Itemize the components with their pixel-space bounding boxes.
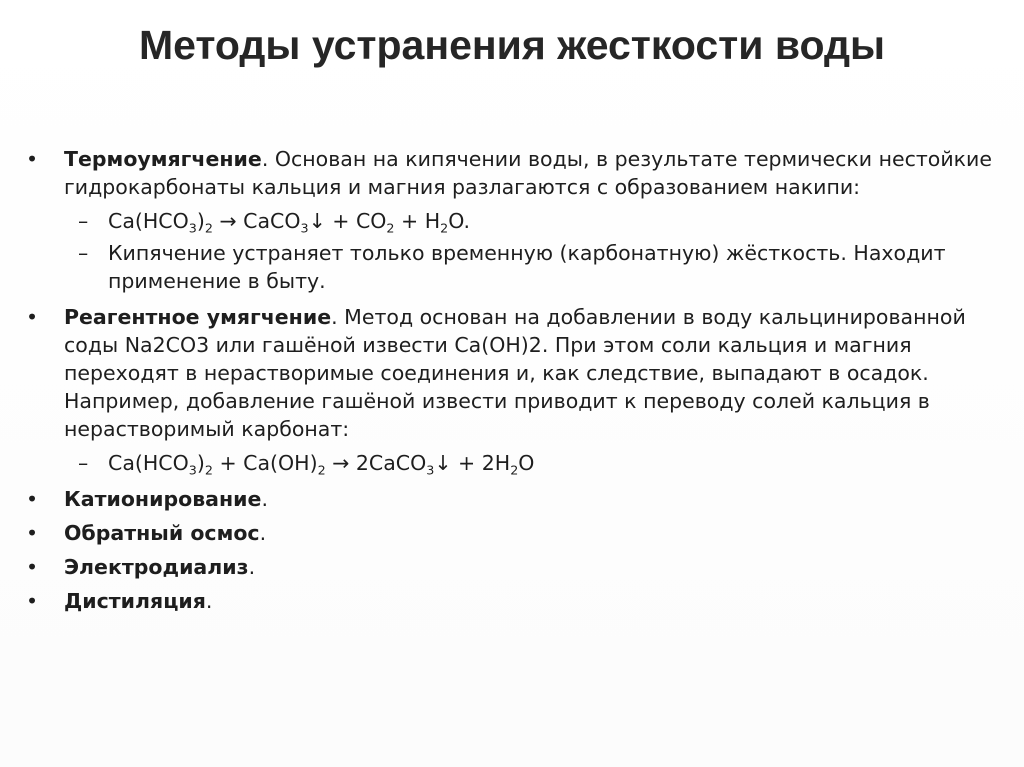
bullet-marker: •: [26, 589, 39, 613]
equation-1: $Ca(HCO_3)_2$ → CaCO$_3$↓ + $CO_2 + H_2O$.: [108, 209, 471, 236]
dash-marker: –: [78, 209, 89, 233]
sub-item-equation-2: [26, 449, 1006, 477]
item-text: .: [259, 521, 267, 545]
list-item-electrodialysis: [26, 553, 1006, 581]
bullet-marker: •: [26, 305, 39, 329]
sub-item-boiling-note: [26, 239, 1006, 295]
boiling-note-text: Кипячение устраняет только временную (карбонатную) жёсткость. Находит применение в быту.: [108, 241, 946, 293]
list-item-cation: [26, 485, 1006, 513]
item-term: Обратный осмос: [64, 521, 260, 545]
item-text: . Основан на кипячении воды, в результате термически нестойкие гидрокарбонаты кальция и магния разлагаются с образованием накипи:: [64, 147, 992, 199]
item-term: Электродиализ: [64, 555, 249, 579]
item-term: Дистиляция: [64, 589, 206, 613]
bullet-marker: •: [26, 555, 39, 579]
item-text: .: [261, 487, 268, 511]
list-item-reagent: [26, 303, 1006, 443]
item-text: .: [248, 555, 256, 579]
list-item-distillation: [26, 587, 1006, 615]
sub-item-equation-1: [26, 207, 1006, 235]
item-text: .: [205, 589, 213, 613]
bullet-marker: •: [26, 521, 39, 545]
item-term: Реагентное умягчение: [64, 305, 332, 329]
item-term: Термоумягчение: [64, 147, 262, 171]
dash-marker: –: [78, 241, 89, 265]
item-term: Катионирование: [64, 487, 262, 511]
bullet-marker: •: [26, 147, 39, 171]
slide-title: Методы устранения жесткости воды: [138, 22, 886, 68]
equation-2: $Ca(HCO_3)_2 + Ca(OH)_2$ → 2CaCO$_3$↓ + $2H_2O$: [108, 451, 535, 478]
list-item-osmosis: [26, 519, 1006, 547]
item-text: . Метод основан на добавлении в воду кальцинированной соды Na2CO3 или гашёной извести Ca(OH)2. При этом соли кальция и магния переходят в нерастворимые соединения и, как следствие, выпадают в осадок. Например, добавление гашёной извести приводит к переводу солей кальция в нерастворимый карбонат:: [64, 305, 966, 441]
dash-marker: –: [78, 451, 89, 475]
bullet-marker: •: [26, 487, 39, 511]
content-list: [26, 145, 1006, 621]
list-item-thermo: [26, 145, 1006, 201]
